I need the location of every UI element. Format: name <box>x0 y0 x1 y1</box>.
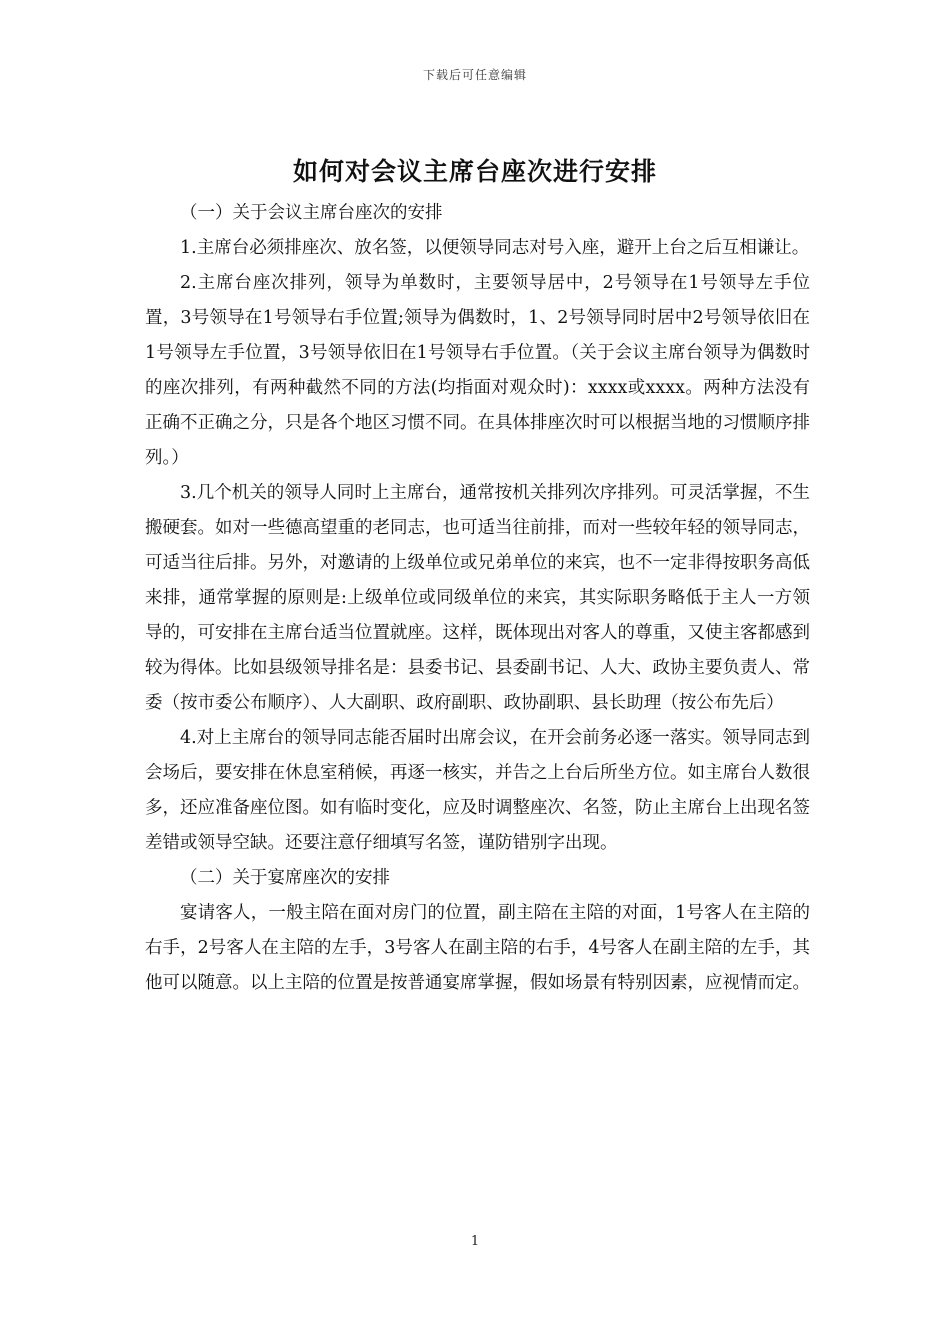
paragraph-item-4: 4.对上主席台的领导同志能否届时出席会议，在开会前务必逐一落实。领导同志到会场后，要安排在休息室稍候，再逐一核实，并告之上台后所坐方位。如主席台人数很多，还应准备座位图。如有临时变化，应及时调整座次、名签，防止主席台上出现名签差错或领导空缺。还要注意仔细填写名签，谨防错别字出现。 <box>145 728 810 853</box>
document-body <box>145 196 810 1001</box>
page-number: 1 <box>470 1234 480 1249</box>
document-title: 如何对会议主席台座次进行安排 <box>292 157 657 186</box>
section-heading-2: （二）关于宴席座次的安排 <box>180 868 390 888</box>
paragraph-item-1: 1.主席台必须排座次、放名签，以便领导同志对号入座，避开上台之后互相谦让。 <box>180 238 810 258</box>
header-note: 下载后可任意编辑 <box>422 68 527 82</box>
paragraph-banquet: 宴请客人，一般主陪在面对房门的位置，副主陪在主陪的对面，1号客人在主陪的右手，2号客人在主陪的左手，3号客人在副主陪的右手，4号客人在副主陪的左手，其他可以随意。以上主陪的位置是按普通宴席掌握，假如场景有特别因素，应视情而定。 <box>145 903 810 993</box>
paragraph-item-2: 2.主席台座次排列，领导为单数时，主要领导居中，2号领导在1号领导左手位置，3号领导在1号领导右手位置;领导为偶数时，1、2号领导同时居中2号领导依旧在1号领导左手位置，3号领导依旧在1号领导右手位置。（关于会议主席台领导为偶数时的座次排列，有两种截然不同的方法(均指面对观众时)：xxxx或xxxx。两种方法没有正确不正确之分，只是各个地区习惯不同。在具体排座次时可以根据当地的习惯顺序排列。） <box>145 273 810 468</box>
paragraph-item-3: 3.几个机关的领导人同时上主席台，通常按机关排列次序排列。可灵活掌握，不生搬硬套。如对一些德高望重的老同志，也可适当往前排，而对一些较年轻的领导同志，可适当往后排。另外，对邀请的上级单位或兄弟单位的来宾，也不一定非得按职务高低来排，通常掌握的原则是:上级单位或同级单位的来宾，其实际职务略低于主人一方领导的，可安排在主席台适当位置就座。这样，既体现出对客人的尊重，又使主客都感到较为得体。比如县级领导排名是：县委书记、县委副书记、人大、政协主要负责人、常委（按市委公布顺序）、人大副职、政府副职、政协副职、县长助理（按公布先后） <box>145 483 810 713</box>
section-heading-1: （一）关于会议主席台座次的安排 <box>180 203 443 223</box>
